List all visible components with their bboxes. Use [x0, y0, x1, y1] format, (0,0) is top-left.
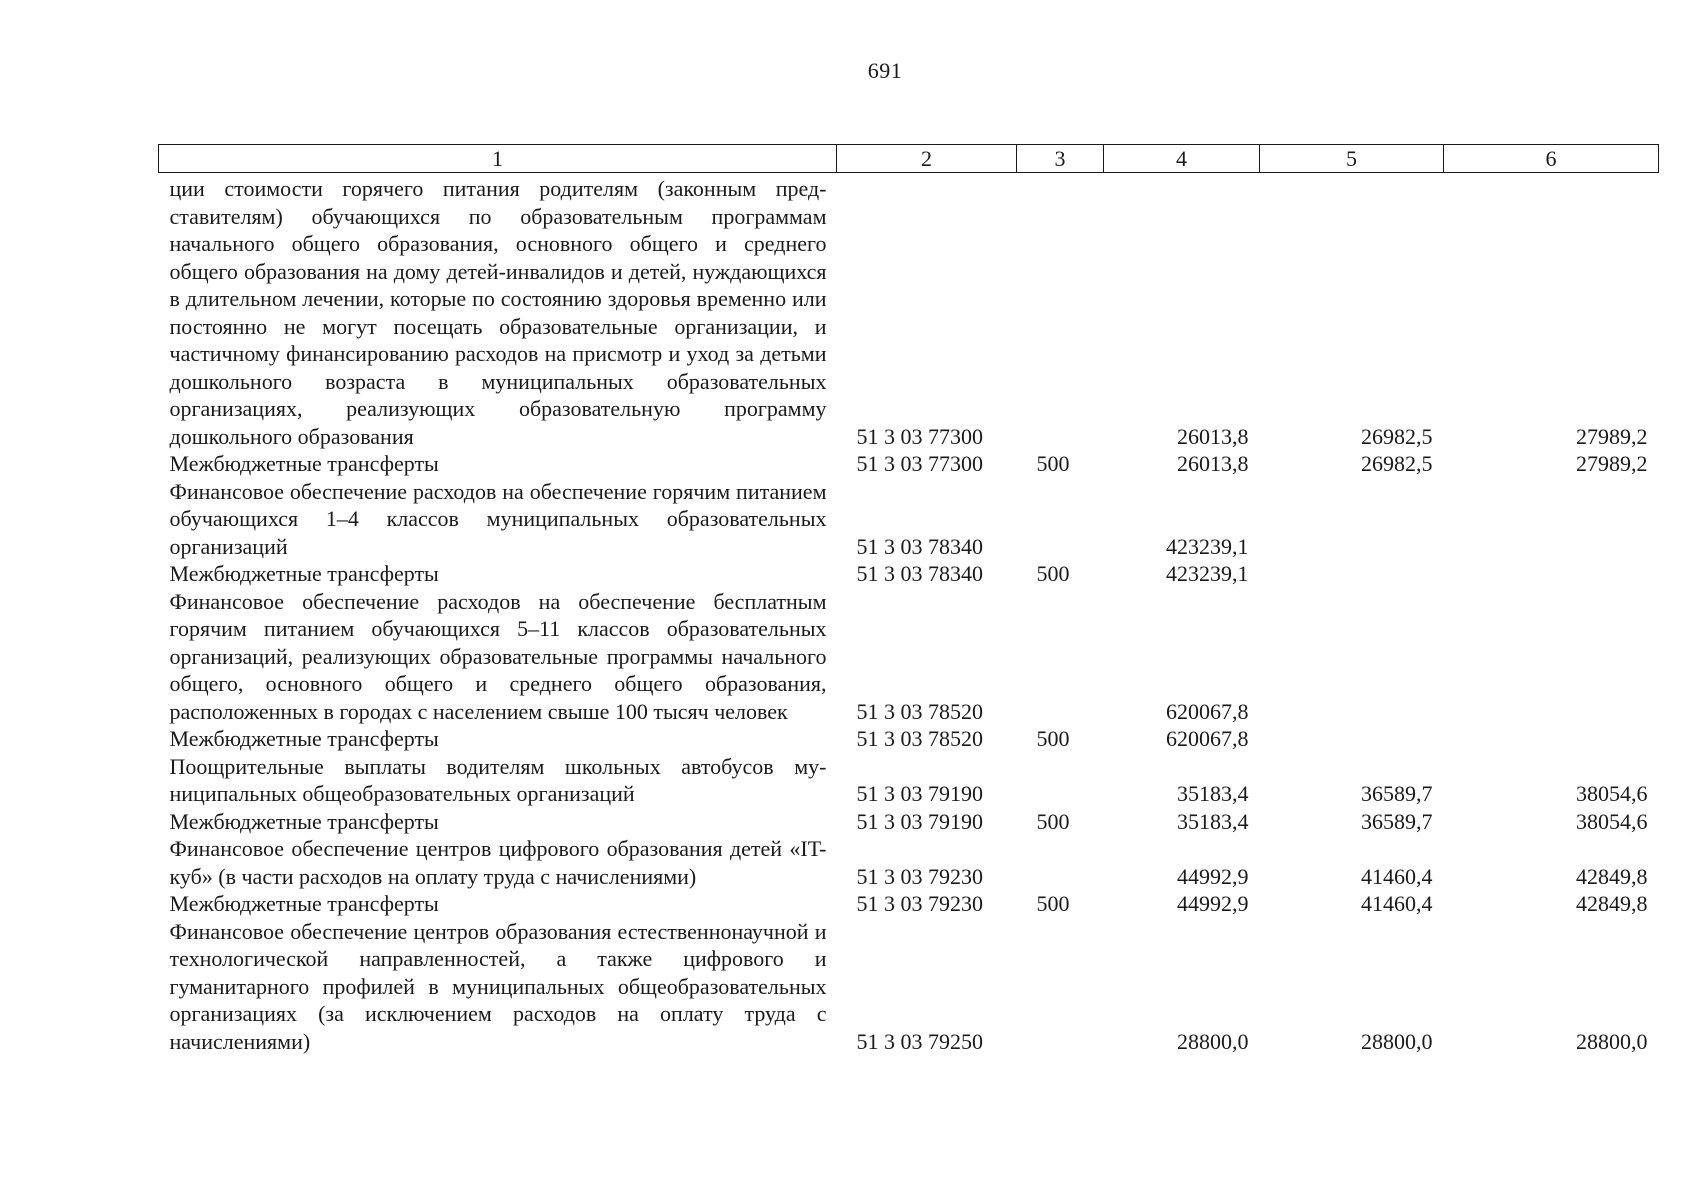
row-amount-col4: 423239,1: [1166, 561, 1249, 586]
row-target-code: 51 3 03 78340: [856, 533, 983, 559]
row-expense-type: [1017, 753, 1104, 808]
row-amount-col4: 44992,9: [1177, 891, 1249, 916]
table-row: [159, 890, 1659, 918]
row-target-code: 51 3 03 78340: [856, 561, 983, 586]
row-description: Межбюджетные трансферты: [169, 891, 439, 916]
row-amount-col6: 27989,2: [1576, 423, 1648, 449]
row-description: Межбюджетные трансферты: [169, 808, 439, 834]
row-description: Межбюджетные трансферты: [169, 451, 439, 476]
table-header: [159, 145, 1659, 173]
row-expense-type: [1017, 173, 1104, 451]
header-col-2: 2: [837, 145, 1017, 173]
row-expense-type: 500: [1036, 451, 1070, 476]
row-amount-col4: 26013,8: [1177, 423, 1249, 449]
table-row: [159, 753, 1659, 808]
row-description: Финансовое обеспечение расходов на обеспечение бесплатным горячим питанием обучающихся 5–11 классов образовательных организаций, реализующих образовательные программы начального общего, основного общего и среднего общего образования, расположенных в городах с населением свыше 100 тысяч человек: [169, 588, 827, 724]
row-target-code: 51 3 03 77300: [856, 451, 983, 476]
row-amount-col6: 38054,6: [1576, 781, 1648, 806]
row-amount-col5: [1260, 478, 1444, 561]
header-col-5: 5: [1260, 145, 1444, 173]
row-expense-type: 500: [1036, 808, 1070, 834]
table-row: [159, 725, 1659, 753]
row-target-code: 51 3 03 79230: [856, 863, 983, 889]
row-target-code: 51 3 03 79230: [856, 891, 983, 916]
row-amount-col5: [1260, 588, 1444, 726]
row-amount-col5: 41460,4: [1361, 891, 1433, 916]
row-expense-type: [1017, 588, 1104, 726]
table-row: [159, 560, 1659, 588]
row-amount-col6: [1444, 560, 1659, 588]
row-amount-col4: 26013,8: [1177, 451, 1249, 476]
row-target-code: 51 3 03 79250: [856, 1028, 983, 1054]
row-amount-col5: 26982,5: [1361, 423, 1433, 449]
row-amount-col6: 42849,8: [1576, 863, 1648, 889]
row-description: Финансовое обеспечение центров цифрового образования детей «IT-куб» (в части расходов на оплату труда с начислениями): [169, 836, 827, 889]
row-description: Межбюджетные трансферты: [169, 561, 439, 586]
row-amount-col5: 36589,7: [1361, 781, 1433, 806]
table-row: [159, 173, 1659, 451]
row-target-code: 51 3 03 79190: [856, 808, 983, 834]
row-description: Финансовое обеспечение центров образования естественнонаучной и технологической направленностей, а также цифрового и гуманитарного профилей в муниципальных общеобразовательных организациях (за исключением расходов на оплату труда с начислениями): [169, 918, 827, 1054]
row-amount-col5: 36589,7: [1361, 808, 1433, 834]
row-amount-col4: 423239,1: [1166, 533, 1249, 559]
row-amount-col6: 27989,2: [1576, 451, 1648, 476]
row-expense-type: 500: [1036, 891, 1070, 916]
header-col-4: 4: [1104, 145, 1260, 173]
row-amount-col5: 26982,5: [1361, 451, 1433, 476]
header-row: [159, 145, 1659, 173]
row-expense-type: [1017, 478, 1104, 561]
table-row: [159, 808, 1659, 836]
row-expense-type: [1017, 835, 1104, 890]
row-amount-col5: [1260, 725, 1444, 753]
budget-table: [158, 144, 1659, 1055]
row-expense-type: 500: [1036, 726, 1070, 751]
row-description: Финансовое обеспечение расходов на обеспечение горячим питанием обучающихся 1–4 классов муниципальных образовательных организаций: [169, 478, 827, 559]
row-target-code: 51 3 03 78520: [856, 726, 983, 751]
table-row: [159, 450, 1659, 478]
table-row: [159, 835, 1659, 890]
row-expense-type: [1017, 918, 1104, 1056]
row-description: Межбюджетные трансферты: [169, 726, 439, 751]
row-amount-col4: 28800,0: [1177, 1028, 1249, 1054]
row-amount-col6: 38054,6: [1576, 808, 1648, 834]
row-expense-type: 500: [1036, 561, 1070, 586]
table-body: [159, 173, 1659, 1056]
row-amount-col5: [1260, 560, 1444, 588]
table-row: [159, 478, 1659, 561]
row-amount-col6: [1444, 478, 1659, 561]
row-amount-col6: 28800,0: [1576, 1028, 1648, 1054]
row-amount-col4: 620067,8: [1166, 726, 1249, 751]
row-amount-col4: 620067,8: [1166, 698, 1249, 724]
page-number: 691: [867, 58, 903, 83]
row-target-code: 51 3 03 79190: [856, 781, 983, 806]
row-amount-col5: 41460,4: [1361, 863, 1433, 889]
header-col-6: 6: [1444, 145, 1659, 173]
row-description: ции стоимости горячего питания родителям (законным представителям) обучающихся по образовательным программам начального общего образования, основного общего и среднего общего образования на дому детей-инвалидов и детей, нуждающихся в длительном лечении, которые по состоянию здоровья временно или постоянно не могут посещать образовательные организации, и частичному финансированию расходов на присмотр и уход за детьми дошкольного возраста в муниципальных образовательных организациях, реализующих образовательную программу дошкольного образования: [169, 176, 827, 449]
row-target-code: 51 3 03 77300: [856, 423, 983, 449]
row-target-code: 51 3 03 78520: [856, 698, 983, 724]
row-amount-col4: 35183,4: [1177, 808, 1249, 834]
row-amount-col4: 35183,4: [1177, 781, 1249, 806]
row-amount-col6: 42849,8: [1576, 891, 1648, 916]
header-col-1: 1: [159, 145, 837, 173]
row-amount-col5: 28800,0: [1361, 1028, 1433, 1054]
row-description: Поощрительные выплаты водителям школьных автобусов муниципальных общеобразовательных организаций: [169, 753, 827, 806]
row-amount-col6: [1444, 725, 1659, 753]
row-amount-col6: [1444, 588, 1659, 726]
header-col-3: 3: [1017, 145, 1104, 173]
table-row: [159, 588, 1659, 726]
table-row: [159, 918, 1659, 1056]
row-amount-col4: 44992,9: [1177, 863, 1249, 889]
